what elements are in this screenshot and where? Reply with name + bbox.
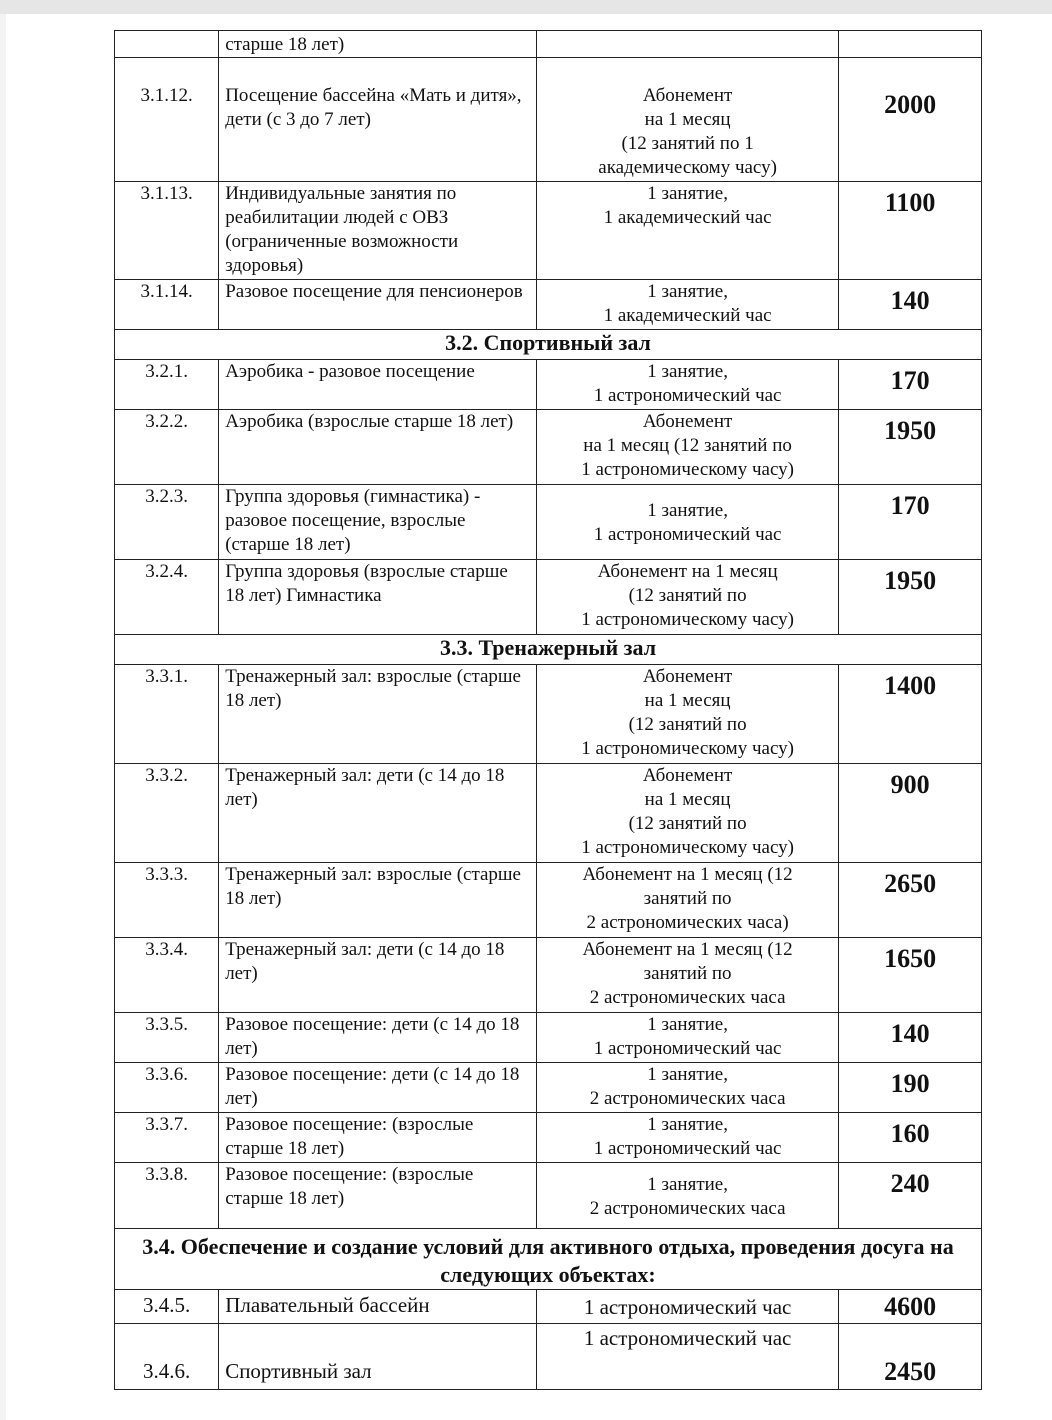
unit-line: на 1 месяц [644, 789, 731, 810]
price-value: 170 [839, 360, 982, 410]
row-code: 3.1.12. [115, 58, 219, 182]
row-code: 3.2.4. [115, 560, 219, 635]
table-row [115, 863, 982, 938]
row-code: 3.1.14. [115, 280, 219, 330]
section-row [115, 1229, 982, 1290]
unit-line: 2 астрономических часа [589, 1198, 786, 1219]
section-heading: 3.4. Обеспечение и создание условий для активного отдыха, проведения досуга на следующих объектах: [115, 1229, 982, 1290]
service-name: Группа здоровья (гимнастика) - разовое посещение, взрослые (старше 18 лет) [219, 485, 537, 560]
unit-line: (12 занятий по [628, 813, 747, 834]
service-name: старше 18 лет) [219, 31, 537, 58]
price-value: 2450 [839, 1324, 982, 1390]
service-name: Разовое посещение: дети (с 14 до 18 лет) [219, 1013, 537, 1063]
row-code: 3.3.2. [115, 764, 219, 863]
unit-cell [537, 360, 839, 410]
unit-cell [537, 410, 839, 485]
unit-line: Абонемент [642, 765, 733, 786]
row-code: 3.3.4. [115, 938, 219, 1013]
unit-line: 1 занятие, [647, 1014, 728, 1035]
unit-line: 2 астрономических часа [589, 987, 786, 1008]
unit-cell [537, 1163, 839, 1229]
table-row [115, 1063, 982, 1113]
table-row-partial [115, 31, 982, 58]
unit-line: 1 академический час [603, 305, 772, 326]
service-name: Тренажерный зал: взрослые (старше 18 лет) [219, 665, 537, 764]
table-row [115, 485, 982, 560]
row-code: 3.3.5. [115, 1013, 219, 1063]
unit-line: 1 академический час [603, 207, 772, 228]
unit-line: Абонемент [642, 85, 733, 106]
price-value: 140 [839, 1013, 982, 1063]
service-name: Посещение бассейна «Мать и дитя», дети (с 3 до 7 лет) [219, 58, 537, 182]
unit-line: 1 астрономическому часу) [581, 609, 794, 630]
table-row [115, 560, 982, 635]
table-row [115, 1163, 982, 1229]
table-row [115, 182, 982, 280]
unit-line: 1 занятие, [647, 1114, 728, 1135]
unit-line: на 1 месяц [644, 690, 731, 711]
unit-line: 1 занятие, [647, 281, 728, 302]
unit-line: Абонемент на 1 месяц (12 [582, 864, 793, 885]
unit-cell [537, 1113, 839, 1163]
price-table [114, 30, 982, 1390]
viewer-left-edge [0, 14, 6, 1420]
service-name: Аэробика (взрослые старше 18 лет) [219, 410, 537, 485]
row-code: 3.2.1. [115, 360, 219, 410]
unit-cell [537, 863, 839, 938]
unit-line: Абонемент на 1 месяц (12 [582, 939, 793, 960]
service-name: Индивидуальные занятия по реабилитации людей с ОВЗ (ограниченные возможности здоровья) [219, 182, 537, 280]
unit-cell [537, 1063, 839, 1113]
table-row [115, 764, 982, 863]
unit-cell [537, 182, 839, 280]
row-code: 3.2.3. [115, 485, 219, 560]
unit-line: 1 занятие, [647, 1174, 728, 1195]
unit-cell [537, 560, 839, 635]
service-name: Разовое посещение: (взрослые старше 18 лет) [219, 1163, 537, 1229]
unit-line: 1 занятие, [647, 183, 728, 204]
row-code: 3.3.7. [115, 1113, 219, 1163]
unit-line: 1 астрономическому часу) [581, 837, 794, 858]
code-cell [115, 31, 219, 58]
row-code: 3.3.8. [115, 1163, 219, 1229]
price-value: 1650 [839, 938, 982, 1013]
unit-line: 1 астрономический час [593, 1138, 782, 1159]
service-name: Группа здоровья (взрослые старше 18 лет) Гимнастика [219, 560, 537, 635]
row-code: 3.3.6. [115, 1063, 219, 1113]
unit-line: занятий по [643, 888, 732, 909]
price-value: 1400 [839, 665, 982, 764]
unit-line: 2 астрономических часа) [586, 912, 789, 933]
service-name: Аэробика - разовое посещение [219, 360, 537, 410]
unit-line: 1 астрономическому часу) [581, 738, 794, 759]
table-row [115, 1013, 982, 1063]
price-value: 170 [839, 485, 982, 560]
row-code: 3.4.5. [115, 1290, 219, 1324]
unit-line: 1 занятие, [647, 361, 728, 382]
section-row [115, 635, 982, 665]
unit-cell [537, 764, 839, 863]
table-row [115, 665, 982, 764]
unit-cell [537, 58, 839, 182]
service-name: Плавательный бассейн [219, 1290, 537, 1324]
price-value: 1950 [839, 560, 982, 635]
table-row [115, 1113, 982, 1163]
price-value: 4600 [839, 1290, 982, 1324]
unit-cell [537, 31, 839, 58]
table-row [115, 280, 982, 330]
unit-line: Абонемент [642, 666, 733, 687]
price-value: 1100 [839, 182, 982, 280]
price-value: 900 [839, 764, 982, 863]
service-name: Тренажерный зал: дети (с 14 до 18 лет) [219, 764, 537, 863]
price-value: 2000 [839, 58, 982, 182]
table-row [115, 938, 982, 1013]
table-row [115, 1290, 982, 1324]
unit-line: Абонемент [642, 411, 733, 432]
service-name: Разовое посещение: дети (с 14 до 18 лет) [219, 1063, 537, 1113]
unit-cell [537, 938, 839, 1013]
unit-line: 1 астрономический час [593, 524, 782, 545]
unit-line: на 1 месяц [644, 109, 731, 130]
row-code: 3.4.6. [115, 1324, 219, 1390]
unit-line: 1 занятие, [647, 1064, 728, 1085]
row-code: 3.2.2. [115, 410, 219, 485]
unit-cell [537, 280, 839, 330]
unit-line: на 1 месяц (12 занятий по [583, 435, 792, 456]
unit-line: (12 занятий по 1 [621, 133, 754, 154]
unit-cell: 1 астрономический час [537, 1290, 839, 1324]
price-value: 160 [839, 1113, 982, 1163]
price-value: 2650 [839, 863, 982, 938]
unit-line: (12 занятий по [628, 585, 747, 606]
unit-cell [537, 1013, 839, 1063]
section-heading: 3.2. Спортивный зал [115, 330, 982, 360]
unit-line: 1 занятие, [647, 500, 728, 521]
row-code: 3.3.3. [115, 863, 219, 938]
unit-line: 2 астрономических часа [589, 1088, 786, 1109]
section-row [115, 330, 982, 360]
unit-cell [537, 665, 839, 764]
unit-line: 1 астрономический час [593, 1038, 782, 1059]
price-value: 240 [839, 1163, 982, 1229]
unit-line: занятий по [643, 963, 732, 984]
price-value: 190 [839, 1063, 982, 1113]
table-row [115, 410, 982, 485]
service-name: Разовое посещение для пенсионеров [219, 280, 537, 330]
service-name: Разовое посещение: (взрослые старше 18 лет) [219, 1113, 537, 1163]
price-value: 140 [839, 280, 982, 330]
row-code: 3.1.13. [115, 182, 219, 280]
service-name: Спортивный зал [219, 1324, 537, 1390]
unit-cell: 1 астрономический час [537, 1324, 839, 1390]
unit-cell [537, 485, 839, 560]
table-row [115, 1324, 982, 1390]
service-name: Тренажерный зал: взрослые (старше 18 лет) [219, 863, 537, 938]
unit-line: Абонемент на 1 месяц [597, 561, 778, 582]
unit-line: (12 занятий по [628, 714, 747, 735]
table-row [115, 360, 982, 410]
row-code: 3.3.1. [115, 665, 219, 764]
unit-line: 1 астрономическому часу) [581, 459, 794, 480]
viewer-top-bar [0, 0, 1052, 14]
unit-line: академическому часу) [598, 157, 777, 178]
section-heading: 3.3. Тренажерный зал [115, 635, 982, 665]
price-value: 1950 [839, 410, 982, 485]
service-name: Тренажерный зал: дети (с 14 до 18 лет) [219, 938, 537, 1013]
table-row [115, 58, 982, 182]
unit-line: 1 астрономический час [593, 385, 782, 406]
price-cell [839, 31, 982, 58]
